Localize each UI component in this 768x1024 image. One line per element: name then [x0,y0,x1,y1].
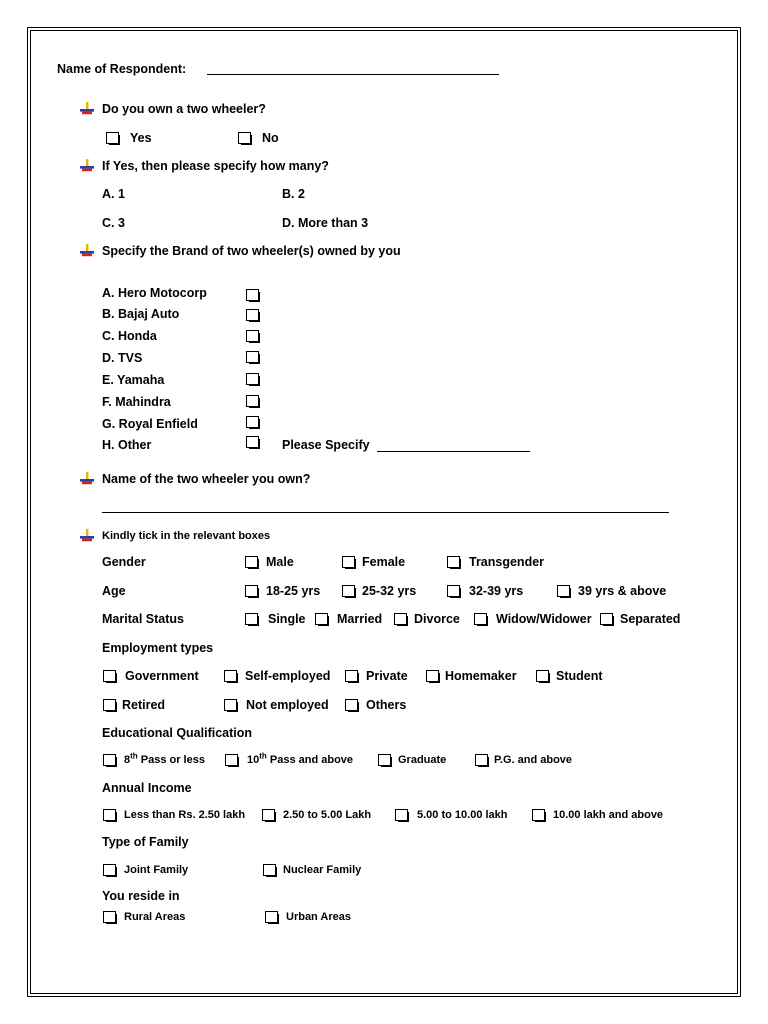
age-option: 32-39 yrs [469,584,524,598]
employment-checkbox[interactable] [103,699,116,711]
reside-option: Rural Areas [124,911,186,923]
income-option: 5.00 to 10.00 lakh [417,809,508,821]
family-option: Nuclear Family [283,864,362,876]
employment-option: Retired [122,698,166,712]
employment-checkbox[interactable] [224,670,237,682]
gender-option: Transgender [469,555,545,569]
employment-option: Self-employed [245,669,331,683]
age-checkbox[interactable] [557,585,570,597]
q2-question: If Yes, then please specify how many? [102,159,329,173]
bullet-icon [80,529,94,543]
income-option: Less than Rs. 2.50 lakh [124,809,246,821]
employment-checkbox[interactable] [345,670,358,682]
gender-checkbox[interactable] [342,556,355,568]
reside-checkbox[interactable] [103,911,116,923]
bullet-icon [80,472,94,486]
respondent-label: Name of Respondent: [57,62,187,76]
brand-checkbox[interactable] [246,289,259,301]
q2-option-c[interactable]: C. 3 [102,216,125,230]
marital-option: Single [268,612,306,626]
income-option: 10.00 lakh and above [553,809,664,821]
family-option: Joint Family [124,864,189,876]
reside-label: You reside in [102,889,180,903]
income-option: 2.50 to 5.00 Lakh [283,809,372,821]
brand-label: B. Bajaj Auto [102,307,180,321]
brand-label: D. TVS [102,351,143,365]
specify-field[interactable] [377,451,530,452]
q1-yes-label: Yes [130,131,152,145]
age-checkbox[interactable] [342,585,355,597]
education-label: Educational Qualification [102,726,253,740]
age-option: 39 yrs & above [578,584,667,598]
education-checkbox[interactable] [103,754,116,766]
employment-option: Homemaker [445,669,517,683]
employment-label: Employment types [102,641,214,655]
respondent-name-field[interactable] [207,74,499,75]
employment-checkbox[interactable] [224,699,237,711]
q1-yes-checkbox[interactable] [106,132,119,144]
brand-label: A. Hero Motocorp [102,286,207,300]
employment-option: Student [556,669,603,683]
education-checkbox[interactable] [378,754,391,766]
q2-option-b[interactable]: B. 2 [282,187,305,201]
brand-checkbox[interactable] [246,309,259,321]
marital-checkbox[interactable] [600,613,613,625]
reside-option: Urban Areas [286,911,352,923]
brand-label: F. Mahindra [102,395,171,409]
brand-checkbox[interactable] [246,351,259,363]
marital-option: Divorce [414,612,460,626]
income-checkbox[interactable] [532,809,545,821]
brand-checkbox[interactable] [246,436,259,448]
marital-checkbox[interactable] [315,613,328,625]
age-checkbox[interactable] [447,585,460,597]
q1-no-label: No [262,131,279,145]
marital-checkbox[interactable] [394,613,407,625]
employment-checkbox[interactable] [426,670,439,682]
brand-checkbox[interactable] [246,330,259,342]
q2-option-a[interactable]: A. 1 [102,187,125,201]
gender-checkbox[interactable] [245,556,258,568]
q1-no-checkbox[interactable] [238,132,251,144]
gender-checkbox[interactable] [447,556,460,568]
education-option: P.G. and above [494,754,573,766]
q4-question: Name of the two wheeler you own? [102,472,311,486]
brand-checkbox[interactable] [246,395,259,407]
bullet-icon [80,244,94,258]
education-option: Graduate [398,754,447,766]
age-label: Age [102,584,126,598]
q5-question: Kindly tick in the relevant boxes [102,530,271,542]
bullet-icon [80,159,94,173]
employment-checkbox[interactable] [536,670,549,682]
brand-checkbox[interactable] [246,373,259,385]
reside-checkbox[interactable] [265,911,278,923]
employment-option: Private [366,669,408,683]
income-checkbox[interactable] [262,809,275,821]
marital-checkbox[interactable] [245,613,258,625]
brand-label: G. Royal Enfield [102,417,198,431]
q1-question: Do you own a two wheeler? [102,102,266,116]
marital-option: Widow/Widower [496,612,592,626]
age-checkbox[interactable] [245,585,258,597]
gender-label: Gender [102,555,146,569]
employment-option: Government [125,669,199,683]
brand-label: E. Yamaha [102,373,165,387]
education-option: 10th Pass and above [247,751,354,766]
marital-checkbox[interactable] [474,613,487,625]
employment-option: Others [366,698,407,712]
income-checkbox[interactable] [395,809,408,821]
bullet-icon [80,102,94,116]
specify-label: Please Specify [282,438,370,452]
employment-option: Not employed [246,698,329,712]
marital-option: Married [337,612,383,626]
age-option: 25-32 yrs [362,584,417,598]
brand-label: H. Other [102,438,152,452]
family-label: Type of Family [102,835,189,849]
family-checkbox[interactable] [103,864,116,876]
education-checkbox[interactable] [225,754,238,766]
income-label: Annual Income [102,781,192,795]
income-checkbox[interactable] [103,809,116,821]
gender-option: Male [266,555,294,569]
marital-option: Separated [620,612,681,626]
q2-option-d[interactable]: D. More than 3 [282,216,369,230]
gender-option: Female [362,555,406,569]
education-checkbox[interactable] [475,754,488,766]
age-option: 18-25 yrs [266,584,321,598]
brand-label: C. Honda [102,329,157,343]
employment-checkbox[interactable] [103,670,116,682]
family-checkbox[interactable] [263,864,276,876]
q3-question: Specify the Brand of two wheeler(s) owned by you [102,244,401,258]
two-wheeler-name-field[interactable] [102,512,669,513]
marital-label: Marital Status [102,612,184,626]
education-option: 8th Pass or less [124,751,205,766]
employment-checkbox[interactable] [345,699,358,711]
brand-checkbox[interactable] [246,416,259,428]
